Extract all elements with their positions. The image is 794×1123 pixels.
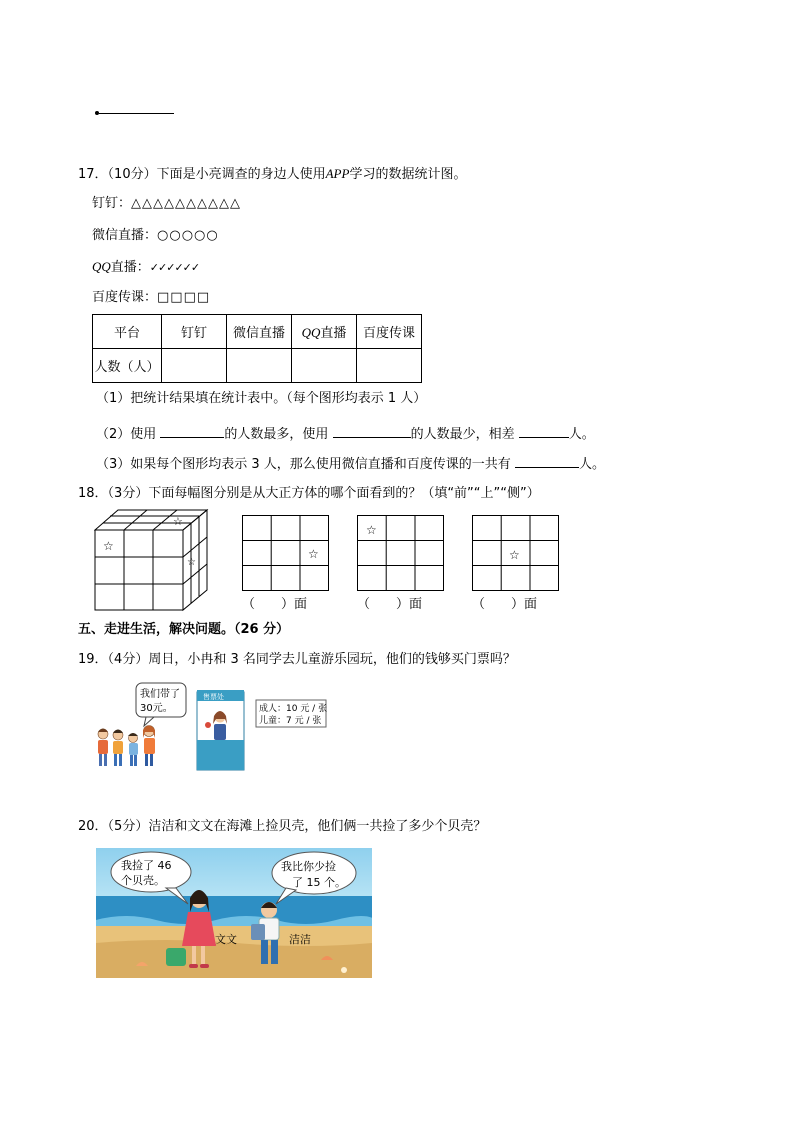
- blank-least[interactable]: [333, 424, 411, 438]
- cube-figure: [94, 508, 212, 612]
- question-17: 17．（10分）下面是小亮调查的身边人使用APP学习的数据统计图。: [78, 166, 467, 182]
- answer-face-2[interactable]: （ ）面: [357, 597, 423, 612]
- blank-difference[interactable]: [519, 424, 569, 438]
- blank-most[interactable]: [160, 424, 224, 438]
- header-baidu: 百度传课: [357, 315, 422, 349]
- answer-line: [99, 113, 174, 114]
- cell-baidu[interactable]: [357, 349, 422, 383]
- star-icon: ☆: [509, 548, 520, 562]
- name-wenwen: 文文: [215, 933, 237, 946]
- bubble-line-2: 30元。: [140, 703, 173, 714]
- answer-face-1[interactable]: （ ）面: [242, 597, 308, 612]
- blank-total[interactable]: [515, 454, 579, 468]
- view-grid-3: [472, 515, 560, 592]
- star-side: ☆: [187, 557, 196, 568]
- header-wechat: 微信直播: [227, 315, 292, 349]
- shell-icon: [341, 967, 347, 973]
- star-front: ☆: [103, 539, 114, 553]
- children-group: [98, 726, 155, 767]
- cell-wechat[interactable]: [227, 349, 292, 383]
- bubble-line-1: 我们带了: [140, 689, 180, 700]
- price-child: 儿童：7 元 / 张: [259, 716, 322, 726]
- question-19: 19．（4分）周日，小冉和 3 名同学去儿童游乐园玩，他们的钱够买门票吗？: [78, 652, 516, 667]
- bubble-left-line-2: 个贝壳。: [121, 874, 165, 887]
- cell-dingding[interactable]: [162, 349, 227, 383]
- bubble-right-line-1: 我比你少捡: [281, 860, 336, 873]
- statistics-table: [92, 314, 422, 383]
- header-dingding: 钉钉: [162, 315, 227, 349]
- view-grid-1: [242, 515, 330, 592]
- name-jiejie: 洁洁: [289, 933, 311, 946]
- booth-sign: 售票处: [203, 693, 224, 701]
- row-wechat: 微信直播：○○○○○: [92, 228, 219, 243]
- section-five-heading: 五、走进生活，解决问题。（26 分）: [78, 622, 290, 637]
- question-18: 18．（3分）下面每幅图分别是从大正方体的哪个面看到的？（填“前”“上”“侧”）: [78, 486, 540, 501]
- bubble-right-line-2: 了 15 个。: [292, 876, 346, 889]
- ticket-booth: [197, 690, 244, 770]
- star-icon: ☆: [308, 547, 319, 561]
- sub-question-3: （3）如果每个图形均表示 3 人，那么使用微信直播和百度传课的一共有 人。: [96, 454, 605, 473]
- bubble-left-line-1: 我捡了 46: [121, 859, 172, 872]
- row-label-count: 人数（人）: [93, 349, 162, 383]
- beach-illustration: [96, 848, 372, 978]
- header-qq: QQ直播: [292, 315, 357, 349]
- sub-question-1: （1）把统计结果填在统计表中。（每个图形均表示 1 人）: [96, 391, 427, 406]
- row-qq: QQ直播：✓✓✓✓✓✓: [92, 259, 200, 275]
- view-grid-2: [357, 515, 445, 592]
- row-dingding: 钉钉：△△△△△△△△△△: [92, 196, 241, 211]
- header-platform: 平台: [93, 315, 162, 349]
- price-adult: 成人：10 元 / 张: [259, 704, 328, 714]
- cell-qq[interactable]: [292, 349, 357, 383]
- ticket-booth-illustration: [94, 680, 330, 772]
- answer-face-3[interactable]: （ ）面: [472, 597, 538, 612]
- star-icon: ☆: [366, 523, 377, 537]
- row-baidu: 百度传课：□□□□: [92, 290, 211, 305]
- sub-question-2: （2）使用 的人数最多，使用 的人数最少，相差 人。: [96, 424, 595, 443]
- star-top: ☆: [173, 515, 183, 528]
- question-20: 20．（5分）洁洁和文文在海滩上捡贝壳，他们俩一共捡了多少个贝壳？: [78, 819, 487, 834]
